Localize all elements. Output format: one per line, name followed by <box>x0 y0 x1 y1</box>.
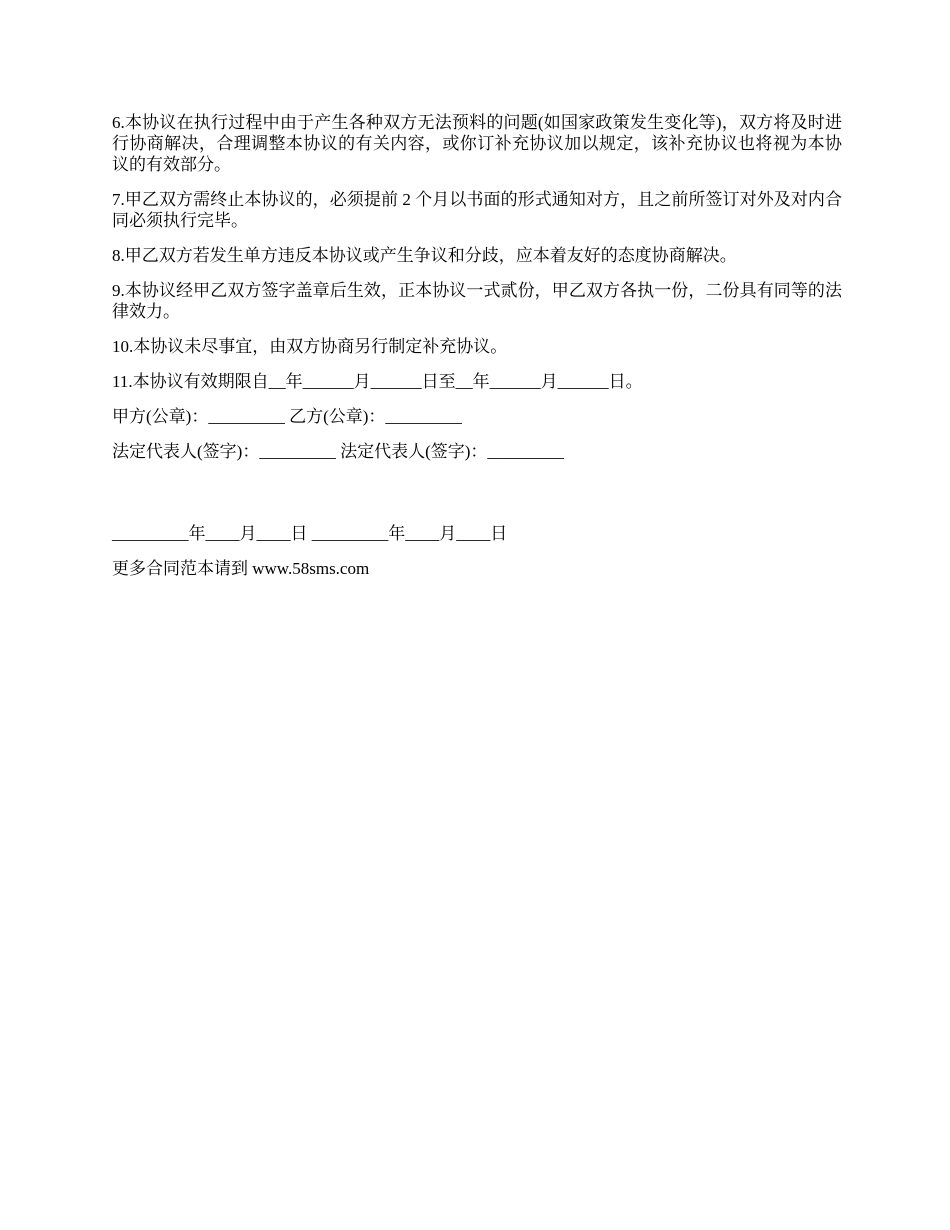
clause-7: 7.甲乙双方需终止本协议的，必须提前 2 个月以书面的形式通知对方，且之前所签订对外及对内合同必须执行完毕。 <box>112 190 842 230</box>
blank-spacer <box>112 476 842 523</box>
clause-8: 8.甲乙双方若发生单方违反本协议或产生争议和分歧，应本着友好的态度协商解决。 <box>112 246 737 265</box>
legal-representative-signature-line: 法定代表人(签字)：_________ 法定代表人(签字)：_________ <box>112 442 564 461</box>
clause-10: 10.本协议未尽事宜，由双方协商另行制定补充协议。 <box>112 337 508 356</box>
seal-signature-line: 甲方(公章)：_________ 乙方(公章)：_________ <box>112 407 462 426</box>
footer-note: 更多合同范本请到 www.58sms.com <box>112 559 370 578</box>
signing-date-line: _________年____月____日 _________年____月____日 <box>112 524 508 543</box>
clause-6: 6.本协议在执行过程中由于产生各种双方无法预料的问题(如国家政策发生变化等)，双方将及时进行协商解决，合理调整本协议的有关内容，或你订补充协议加以规定，该补充协议也将视为本协议的有效部分。 <box>112 113 842 174</box>
clause-9: 9.本协议经甲乙双方签字盖章后生效，正本协议一式贰份，甲乙双方各执一份，二份具有同等的法律效力。 <box>112 281 842 321</box>
document-body <box>112 112 842 593</box>
clause-11-validity-period: 11.本协议有效期限自__年______月______日至__年______月______日。 <box>112 372 643 391</box>
